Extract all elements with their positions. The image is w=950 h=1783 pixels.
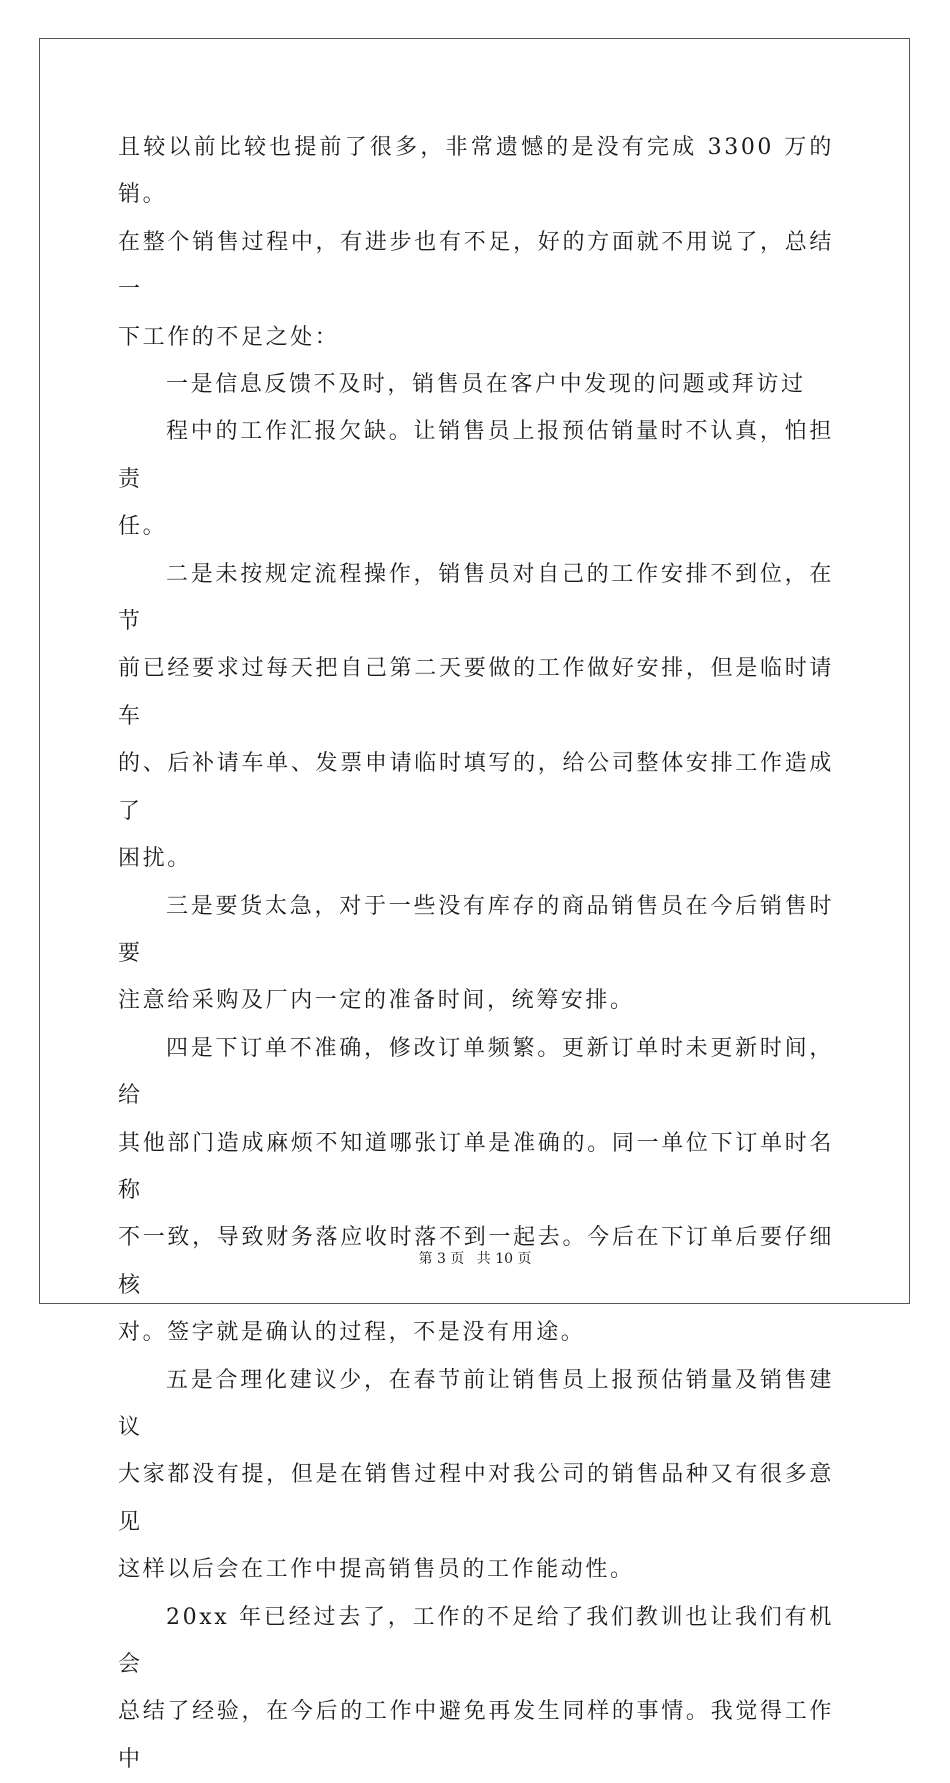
text-line: 程中的工作汇报欠缺。让销售员上报预估销量时不认真，怕担责 [118,419,834,492]
text-line: 四是下订单不准确，修改订单频繁。更新订单时未更新时间，给 [118,1035,834,1109]
text-line: 任。 [118,514,168,540]
text-line: 一是信息反馈不及时，销售员在客户中发现的问题或拜访过 [166,372,806,398]
page-footer [0,1248,950,1268]
text-line: 困扰。 [118,846,192,872]
document-body [118,124,834,1783]
text-line: 且较以前比较也提前了很多，非常遗憾的是没有完成 3300 万的销。 [118,135,834,208]
text-line: 三是要货太急，对于一些没有库存的商品销售员在今后销售时要 [118,893,834,966]
text-line: 在整个销售过程中，有进步也有不足，好的方面就不用说了，总结一 [118,229,834,303]
text-line: 注意给采购及厂内一定的准备时间，统筹安排。 [118,988,635,1014]
text-line: 总结了经验，在今后的工作中避免再发生同样的事情。我觉得工作中 [118,1699,834,1772]
text-line: 五是合理化建议少，在春节前让销售员上报预估销量及销售建议 [118,1367,834,1440]
page-number: 第 3 页 [418,1251,465,1267]
text-line: 前已经要求过每天把自己第二天要做的工作做好安排，但是临时请车 [118,656,834,729]
text-line: 不一致，导致财务落应收时落不到一起去。今后在下订单后要仔细核 [118,1225,834,1298]
text-line: 其他部门造成麻烦不知道哪张订单是准确的。同一单位下订单时名称 [118,1130,834,1203]
text-line: 20xx 年已经过去了，工作的不足给了我们教训也让我们有机会 [118,1604,834,1677]
page-total: 共 10 页 [476,1251,532,1267]
text-line: 下工作的不足之处： [118,324,340,350]
text-line: 这样以后会在工作中提高销售员的工作能动性。 [118,1557,635,1583]
text-line: 大家都没有提，但是在销售过程中对我公司的销售品种又有很多意见 [118,1462,834,1535]
text-line: 的、后补请车单、发票申请临时填写的，给公司整体安排工作造成了 [118,751,834,824]
text-line: 二是未按规定流程操作，销售员对自己的工作安排不到位，在节 [118,561,834,635]
text-line: 对。签字就是确认的过程，不是没有用途。 [118,1320,586,1346]
